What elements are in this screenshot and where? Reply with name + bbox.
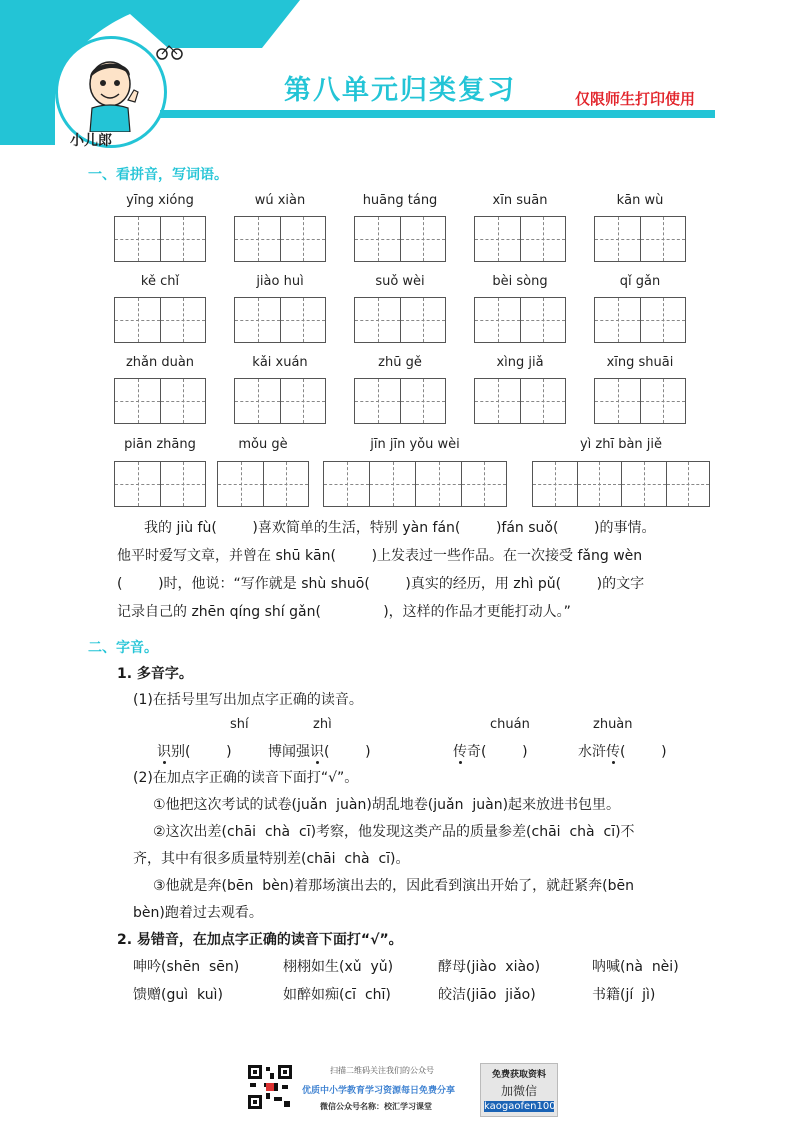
word-choice: 馈赠(guì kuì) — [133, 987, 223, 1003]
header-bar — [160, 110, 715, 118]
section-2-title: 二、字音。 — [88, 640, 158, 656]
pinyin-label: kǎi xuán — [252, 355, 308, 370]
sub-question-instruction: (1)在括号里写出加点字正确的读音。 — [133, 692, 363, 708]
dotted-char: 识 — [157, 744, 171, 760]
question-item: ②这次出差(chāi chà cī)考察，他发现这类产品的质量参差(chāi chà cī)不 — [153, 824, 635, 840]
section-1-title: 一、看拼音，写词语。 — [88, 167, 228, 183]
passage-line: 他平时爱写文章，并曾在 shū kān( )上发表过一些作品。在一次接受 fǎng wèn — [117, 548, 643, 564]
pinyin-label: suǒ wèi — [375, 274, 425, 289]
pinyin-label: zhǎn duàn — [125, 355, 195, 370]
wechat-id: kaogaofen100 — [484, 1101, 556, 1112]
pinyin-label: xìng jiǎ — [496, 355, 544, 370]
writing-grid[interactable] — [114, 216, 206, 262]
pinyin-label: mǒu gè — [238, 437, 288, 452]
writing-grid[interactable] — [532, 461, 710, 507]
pinyin-label: wú xiàn — [254, 193, 306, 208]
word-rest: 水浒 — [578, 744, 606, 760]
word-choice: 呻吟(shēn sēn) — [133, 959, 240, 975]
question-item: 齐，其中有很多质量特别差(chāi chà cī)。 — [133, 851, 410, 867]
pinyin-label: xīn suān — [492, 193, 548, 208]
pinyin-label: piān zhāng — [124, 437, 196, 452]
word-item — [453, 742, 528, 762]
brand-name: 小儿郎 — [70, 133, 112, 149]
pinyin-label: zhū gě — [378, 355, 422, 370]
pinyin-label: xīng shuāi — [606, 355, 674, 370]
question-2-title: 2. 易错音，在加点字正确的读音下面打“√”。 — [117, 932, 403, 948]
pinyin-label: chuán — [490, 717, 530, 732]
writing-grid[interactable] — [354, 297, 446, 343]
word-rest: 别( ) — [171, 744, 232, 760]
wechat-box-title: 免费获取资料 — [491, 1070, 546, 1080]
footer-slogan: 优质中小学教育学习资源每日免费分享 — [302, 1086, 456, 1096]
question-item: ①他把这次考试的试卷(juǎn juàn)胡乱地卷(juǎn juàn)起来放进书包里。 — [153, 797, 621, 813]
word-rest: ( ) — [324, 744, 371, 760]
pinyin-label: kān wù — [616, 193, 664, 208]
wechat-box — [480, 1063, 558, 1117]
pinyin-label: kě chǐ — [140, 274, 180, 289]
sub-question-instruction: (2)在加点字正确的读音下面打“√”。 — [133, 770, 359, 786]
writing-grid[interactable] — [594, 378, 686, 424]
word-item — [157, 742, 232, 762]
dotted-char: 传 — [606, 744, 620, 760]
pinyin-label: huāng táng — [362, 193, 438, 208]
writing-grid[interactable] — [323, 461, 507, 507]
writing-grid[interactable] — [474, 216, 566, 262]
pinyin-label: zhuàn — [593, 717, 633, 732]
writing-grid[interactable] — [594, 297, 686, 343]
pinyin-label: qǐ gǎn — [619, 274, 661, 289]
writing-grid[interactable] — [354, 216, 446, 262]
word-rest: 博闻强 — [268, 744, 310, 760]
word-choice: 皎洁(jiāo jiǎo) — [438, 987, 536, 1003]
pinyin-label: zhì — [313, 717, 332, 732]
word-choice: 栩栩如生(xǔ yǔ) — [283, 959, 394, 975]
word-rest: ( ) — [620, 744, 667, 760]
writing-grid[interactable] — [354, 378, 446, 424]
word-choice: 酵母(jiào xiào) — [438, 959, 541, 975]
footer-account: 微信公众号名称：校汇学习课堂 — [320, 1102, 432, 1111]
writing-grid[interactable] — [234, 378, 326, 424]
passage-line: 记录自己的 zhēn qíng shí gǎn( )，这样的作品才更能打动人。” — [117, 604, 571, 620]
passage-line: 我的 jiù fù( )喜欢简单的生活，特别 yàn fán( )fán suǒ( )的事情。 — [144, 520, 656, 536]
boy-mascot-icon — [72, 52, 152, 132]
qr-code-icon — [246, 1063, 294, 1111]
pinyin-label: yì zhī bàn jiě — [579, 437, 663, 452]
pinyin-label: jiào huì — [256, 274, 304, 289]
writing-grid[interactable] — [234, 216, 326, 262]
writing-grid[interactable] — [114, 461, 206, 507]
word-choice: 如醉如痴(cī chī) — [283, 987, 391, 1003]
dotted-char: 传 — [453, 744, 467, 760]
writing-grid[interactable] — [594, 216, 686, 262]
writing-grid[interactable] — [234, 297, 326, 343]
word-item — [268, 742, 371, 762]
writing-grid[interactable] — [474, 378, 566, 424]
word-choice: 书籍(jí jì) — [592, 987, 656, 1003]
writing-grid[interactable] — [217, 461, 309, 507]
passage-line: ( )时，他说：“写作就是 shù shuō( )真实的经历，用 zhì pǔ( )的文字 — [117, 576, 645, 592]
scan-note: 扫描二维码关注我们的公众号 — [330, 1066, 434, 1075]
pinyin-label: jīn jīn yǒu wèi — [370, 437, 460, 452]
writing-grid[interactable] — [474, 297, 566, 343]
word-rest: 奇( ) — [467, 744, 528, 760]
question-item: ③他就是奔(bēn bèn)着那场演出去的，因此看到演出开始了，就赶紧奔(bēn — [153, 878, 634, 894]
pinyin-label: yīng xióng — [126, 193, 194, 208]
writing-grid[interactable] — [114, 297, 206, 343]
dotted-char: 识 — [310, 744, 324, 760]
word-choice: 呐喊(nà nèi) — [592, 959, 679, 975]
wechat-box-label: 加微信 — [500, 1084, 537, 1098]
writing-grid[interactable] — [114, 378, 206, 424]
page-title: 第八单元归类复习 — [284, 75, 516, 106]
pinyin-label: bèi sòng — [492, 274, 548, 289]
print-note: 仅限师生打印使用 — [575, 90, 696, 108]
pinyin-label: shí — [230, 717, 249, 732]
word-item — [578, 742, 667, 762]
question-1-title: 1. 多音字。 — [117, 666, 193, 682]
question-item: bèn)跑着过去观看。 — [133, 905, 263, 921]
